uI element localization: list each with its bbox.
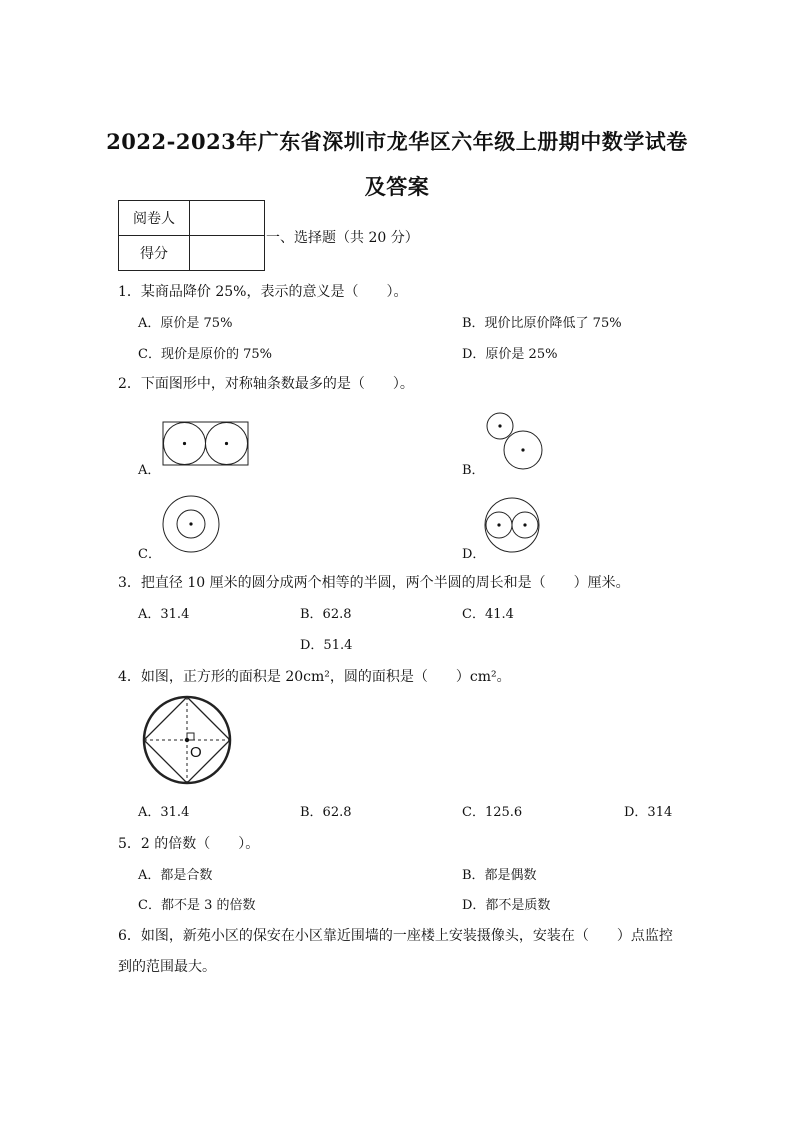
score-blank-cell: [190, 236, 265, 271]
score-label: 得分: [119, 236, 190, 271]
q5-option-a: A．都是合数: [138, 868, 213, 883]
exam-title-line1: 2022-2023年广东省深圳市龙华区六年级上册期中数学试卷: [106, 129, 688, 154]
q2-figure-a: [162, 421, 250, 467]
q1-option-a: A．原价是 75%: [138, 316, 233, 331]
question-6-text-line1: 6．如图，新苑小区的保安在小区靠近围墙的一座楼上安装摄像头，安装在（ ）点监控: [118, 928, 673, 944]
question-4-text: 4．如图，正方形的面积是 20cm²，圆的面积是（ ）cm²。: [118, 669, 511, 685]
question-6-text-line2: 到的范围最大。: [118, 959, 216, 975]
q1-option-b: B．现价比原价降低了 75%: [462, 316, 622, 331]
q5-option-b: B．都是偶数: [462, 868, 537, 883]
q2-option-c: C．: [138, 547, 161, 562]
q2-option-b: B．: [462, 463, 485, 478]
section-heading: 一、选择题（共 20 分）: [266, 230, 419, 246]
q4-option-b: B．62.8: [300, 805, 352, 820]
question-1-text: 1．某商品降价 25%，表示的意义是（ ）。: [118, 284, 408, 300]
q2-figure-b: [486, 410, 546, 470]
q2-option-d: D．: [462, 547, 486, 562]
reviewer-blank-cell: [190, 201, 265, 236]
q1-option-c: C．现价是原价的 75%: [138, 347, 272, 362]
q4-option-a: A．31.4: [138, 805, 190, 820]
q5-option-d: D．都不是质数: [462, 898, 551, 913]
q4-figure-label-o: O: [190, 744, 202, 761]
q2-option-a: A．: [138, 463, 161, 478]
reviewer-label: 阅卷人: [119, 201, 190, 236]
q4-figure-circle-square: [141, 696, 233, 786]
q5-option-c: C．都不是 3 的倍数: [138, 898, 256, 913]
exam-title-line2: 及答案: [364, 174, 430, 199]
q3-option-a: A．31.4: [138, 607, 190, 622]
q3-option-d: D．51.4: [300, 638, 353, 653]
q1-option-d: D．原价是 25%: [462, 347, 558, 362]
question-2-text: 2．下面图形中，对称轴条数最多的是（ ）。: [118, 376, 414, 392]
question-5-text: 5．2 的倍数（ ）。: [118, 836, 260, 852]
q3-option-c: C．41.4: [462, 607, 514, 622]
question-3-text: 3．把直径 10 厘米的圆分成两个相等的半圆，两个半圆的周长和是（ ）厘米。: [118, 575, 630, 591]
score-table: [118, 200, 265, 271]
q3-option-b: B．62.8: [300, 607, 352, 622]
q2-figure-d: [484, 497, 542, 555]
q2-figure-c: [162, 495, 222, 555]
q4-option-d: D．314: [624, 805, 673, 820]
q4-option-c: C．125.6: [462, 805, 523, 820]
